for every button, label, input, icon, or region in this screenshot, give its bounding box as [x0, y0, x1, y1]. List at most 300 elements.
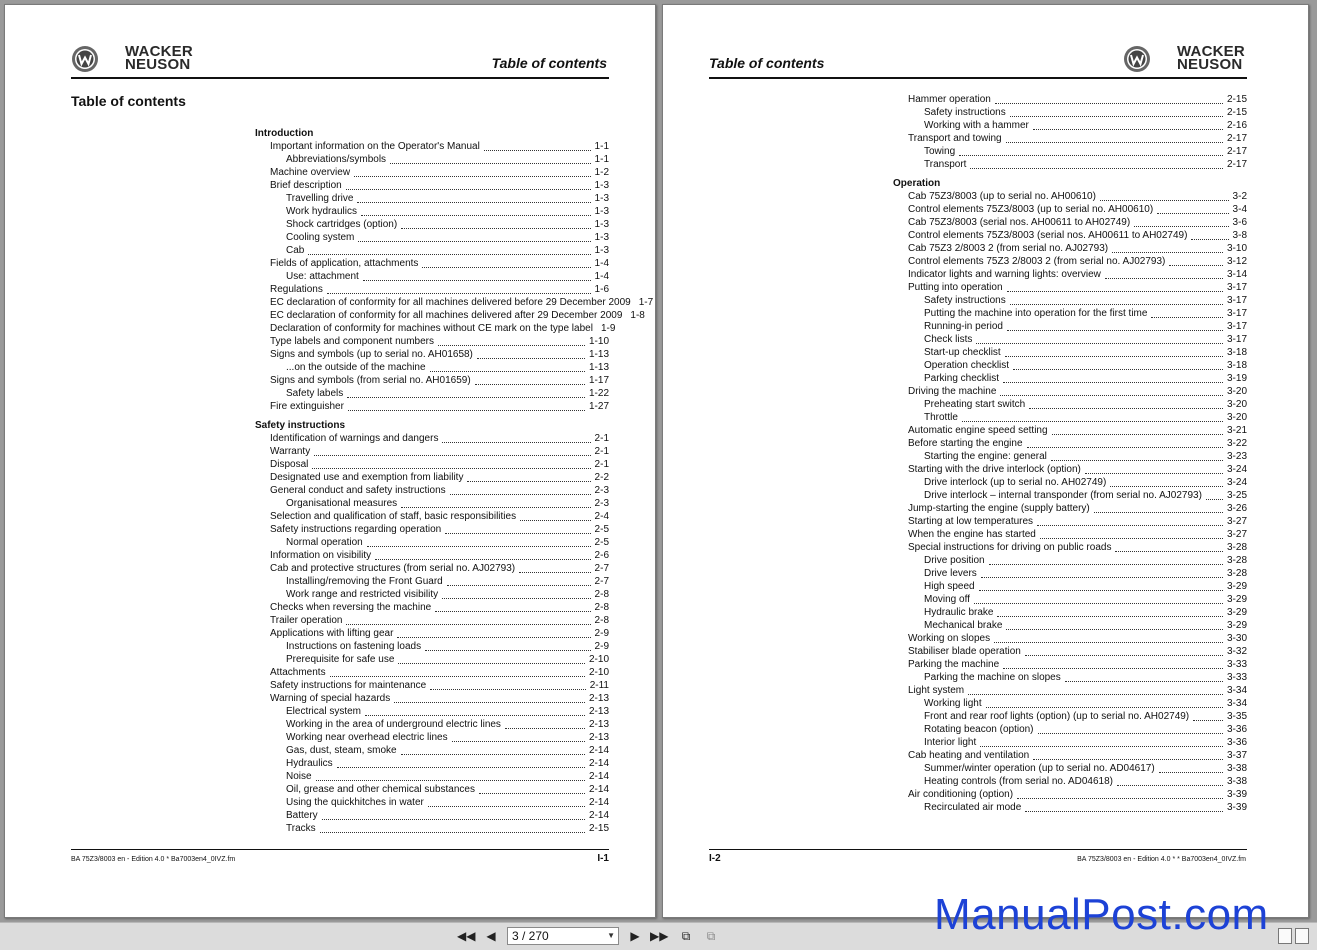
- toc-entry-page: 2-14: [588, 797, 609, 808]
- toc-leader-dots: [1051, 460, 1223, 461]
- watermark: ManualPost.com: [934, 890, 1269, 939]
- toc-entry[interactable]: [270, 433, 609, 445]
- toc-entry-title: Transport and towing: [908, 133, 1002, 144]
- toc-entry[interactable]: [270, 401, 609, 413]
- toc-entry-page: 3-39: [1226, 789, 1247, 800]
- toc-entry-page: 2-17: [1226, 159, 1247, 170]
- toc-entry[interactable]: [908, 191, 1247, 203]
- toc-entry-page: 1-7: [638, 297, 654, 308]
- toc-leader-dots: [1191, 239, 1228, 240]
- toc-entry-page: 3-29: [1226, 620, 1247, 631]
- toc-entry-page: 2-14: [588, 745, 609, 756]
- toc-entry[interactable]: [270, 550, 609, 562]
- toc-entry[interactable]: [924, 724, 1247, 736]
- toc-entry[interactable]: [924, 620, 1247, 632]
- toc-entry-page: 3-38: [1226, 763, 1247, 774]
- page-number-input[interactable]: 3 / 270 ▼: [507, 927, 619, 945]
- toc-entry[interactable]: [908, 789, 1247, 801]
- toc-entry[interactable]: [286, 654, 609, 666]
- fit-width-icon[interactable]: ⧉: [706, 929, 716, 943]
- toc-entry[interactable]: [908, 269, 1247, 281]
- toc-leader-dots: [346, 189, 591, 190]
- toc-entry[interactable]: [924, 698, 1247, 710]
- toc-entry[interactable]: [270, 323, 616, 335]
- toc-entry[interactable]: [908, 425, 1247, 437]
- toc-entry-title: EC declaration of conformity for all machines delivered before 29 December 2009: [270, 297, 631, 308]
- toc-entry[interactable]: [286, 797, 609, 809]
- toc-entry[interactable]: [924, 373, 1247, 385]
- toc-entry-page: 1-1: [594, 141, 609, 152]
- toc-leader-dots: [994, 642, 1223, 643]
- toc-leader-dots: [1025, 811, 1223, 812]
- toc-entry[interactable]: [924, 159, 1247, 171]
- toc-entry-title: Disposal: [270, 459, 309, 470]
- toc-entry-title: Oil, grease and other chemical substances: [286, 784, 475, 795]
- toc-entry[interactable]: [286, 589, 609, 601]
- toc-entry-page: 2-13: [588, 732, 609, 743]
- toc-entry-page: 3-21: [1226, 425, 1247, 436]
- toc-entry[interactable]: [908, 256, 1247, 268]
- toc-entry-page: 2-9: [594, 641, 609, 652]
- toc-leader-dots: [398, 663, 585, 664]
- toc-entry-title: Front and rear roof lights (option) (up to serial no. AH02749): [924, 711, 1190, 722]
- toc-entry[interactable]: [924, 607, 1247, 619]
- toc-entry[interactable]: [908, 633, 1247, 645]
- toc-entry-page: 3-18: [1226, 347, 1247, 358]
- toc-entry[interactable]: [270, 167, 609, 179]
- toc-entry-page: 3-17: [1226, 308, 1247, 319]
- toc-entry-page: 2-7: [594, 563, 609, 574]
- toc-entry-page: 2-1: [594, 446, 609, 457]
- toc-entry-title: Identification of warnings and dangers: [270, 433, 439, 444]
- toc-entry-page: 3-32: [1226, 646, 1247, 657]
- toc-entry[interactable]: [286, 154, 609, 166]
- toc-entry[interactable]: [270, 349, 609, 361]
- toc-entry-page: 2-8: [594, 615, 609, 626]
- toc-entry-title: Signs and symbols (from serial no. AH01659): [270, 375, 471, 386]
- toc-leader-dots: [438, 345, 585, 346]
- toc-entry-page: 3-6: [1232, 217, 1247, 228]
- toc-entry-title: Warranty: [270, 446, 311, 457]
- prev-page-icon[interactable]: ◀: [486, 929, 496, 943]
- toc-entry[interactable]: [270, 472, 609, 484]
- toc-entry[interactable]: [924, 120, 1247, 132]
- toc-entry-page: 3-34: [1226, 698, 1247, 709]
- toc-entry-page: 1-8: [630, 310, 645, 321]
- toc-leader-dots: [1006, 142, 1223, 143]
- toc-entry-page: 3-26: [1226, 503, 1247, 514]
- toc-leader-dots: [425, 650, 590, 651]
- toc-leader-dots: [365, 715, 585, 716]
- toc-entry-title: Hydraulics: [286, 758, 333, 769]
- toc-entry[interactable]: [286, 706, 609, 718]
- toc-section-heading[interactable]: Introduction: [255, 128, 314, 139]
- toc-entry-title: Working light: [924, 698, 982, 709]
- toc-leader-dots: [422, 267, 590, 268]
- toc-entry-page: 1-4: [594, 271, 609, 282]
- toc-entry[interactable]: [270, 336, 609, 348]
- toc-entry-title: Type labels and component numbers: [270, 336, 434, 347]
- toc-entry-title: Control elements 75Z3/8003 (up to serial no. AH00610): [908, 204, 1154, 215]
- toc-entry[interactable]: [908, 529, 1247, 541]
- toc-entry-title: Attachments: [270, 667, 326, 678]
- toc-leader-dots: [1094, 512, 1223, 513]
- footer-page-number: I-2: [709, 853, 721, 864]
- toc-entry-page: 2-4: [594, 511, 609, 522]
- toc-entry[interactable]: [908, 646, 1247, 658]
- toc-entry-title: Drive interlock – internal transponder (from serial no. AJ02793): [924, 490, 1202, 501]
- toc-entry[interactable]: [908, 750, 1247, 762]
- toc-entry[interactable]: [924, 347, 1247, 359]
- first-page-icon[interactable]: ◀◀: [457, 929, 476, 943]
- toc-entry-page: 3-19: [1226, 373, 1247, 384]
- toc-leader-dots: [1025, 655, 1223, 656]
- toc-entry[interactable]: [286, 732, 609, 744]
- toc-entry[interactable]: [270, 667, 609, 679]
- toc-entry[interactable]: [908, 243, 1247, 255]
- wacker-neuson-logo: [71, 43, 201, 77]
- toc-entry-page: 1-10: [588, 336, 609, 347]
- toc-entry-page: 1-13: [588, 349, 609, 360]
- toc-entry-title: Recirculated air mode: [924, 802, 1022, 813]
- footer-text: BA 75Z3/8003 en - Edition 4.0 * * Ba7003en4_0IVZ.fm: [1077, 856, 1246, 863]
- toc-leader-dots: [1105, 278, 1223, 279]
- toc-leader-dots: [435, 611, 590, 612]
- two-page-icon[interactable]: [1295, 928, 1309, 944]
- toc-entry[interactable]: [924, 737, 1247, 749]
- toc-entry-title: Mechanical brake: [924, 620, 1003, 631]
- document-page-left: [4, 4, 656, 918]
- toc-entry[interactable]: [924, 802, 1247, 814]
- toc-entry[interactable]: [270, 485, 609, 497]
- toc-entry[interactable]: [924, 399, 1247, 411]
- toc-leader-dots: [1040, 538, 1223, 539]
- toc-entry-page: 3-33: [1226, 659, 1247, 670]
- toc-leader-dots: [1000, 395, 1223, 396]
- toc-leader-dots: [442, 442, 590, 443]
- toc-entry-page: 1-13: [588, 362, 609, 373]
- toc-entry-title: Noise: [286, 771, 312, 782]
- toc-leader-dots: [428, 806, 585, 807]
- toc-leader-dots: [519, 572, 590, 573]
- toc-leader-dots: [980, 746, 1223, 747]
- toc-entry[interactable]: [908, 438, 1247, 450]
- toc-entry[interactable]: [270, 141, 609, 153]
- toc-entry[interactable]: [270, 446, 609, 458]
- toc-leader-dots: [986, 707, 1223, 708]
- toc-leader-dots: [367, 546, 591, 547]
- toc-entry-title: Working with a hammer: [924, 120, 1029, 131]
- toc-entry[interactable]: [270, 524, 609, 536]
- toc-entry[interactable]: [286, 745, 609, 757]
- toc-leader-dots: [442, 598, 590, 599]
- toc-entry-page: 3-25: [1226, 490, 1247, 501]
- toc-entry[interactable]: [270, 459, 609, 471]
- toc-entry[interactable]: [286, 537, 609, 549]
- toc-leader-dots: [447, 585, 591, 586]
- toc-entry-title: Working on slopes: [908, 633, 991, 644]
- toc-entry-page: 2-15: [588, 823, 609, 834]
- toc-entry[interactable]: [908, 204, 1247, 216]
- toc-leader-dots: [1029, 408, 1223, 409]
- toc-leader-dots: [1017, 798, 1223, 799]
- toc-entry-page: 3-14: [1226, 269, 1247, 280]
- toc-entry-title: Important information on the Operator's Manual: [270, 141, 480, 152]
- toc-entry-title: Rotating beacon (option): [924, 724, 1034, 735]
- single-page-icon[interactable]: [1278, 928, 1292, 944]
- toc-entry-title: Working near overhead electric lines: [286, 732, 448, 743]
- toc-entry-page: 2-3: [594, 485, 609, 496]
- toc-entry-page: 2-17: [1226, 146, 1247, 157]
- toc-entry-title: Warning of special hazards: [270, 693, 391, 704]
- toc-entry[interactable]: [270, 297, 654, 309]
- toc-entry[interactable]: [924, 412, 1247, 424]
- toc-entry-title: Starting at low temperatures: [908, 516, 1034, 527]
- toc-leader-dots: [1038, 733, 1223, 734]
- toc-entry-page: 1-3: [594, 193, 609, 204]
- toc-entry[interactable]: [924, 776, 1247, 788]
- last-page-icon[interactable]: ▶▶: [650, 929, 669, 943]
- chevron-down-icon[interactable]: ▼: [607, 931, 615, 940]
- toc-entry[interactable]: [286, 362, 609, 374]
- toc-entry-title: Trailer operation: [270, 615, 343, 626]
- toc-entry-page: 3-2: [1232, 191, 1247, 202]
- toc-leader-dots: [1151, 317, 1223, 318]
- toc-entry[interactable]: [908, 282, 1247, 294]
- toc-leader-dots: [970, 168, 1223, 169]
- toc-entry-title: Safety labels: [286, 388, 344, 399]
- toc-entry[interactable]: [270, 628, 609, 640]
- toc-entry[interactable]: [286, 784, 609, 796]
- toc-entry[interactable]: [286, 576, 609, 588]
- toc-leader-dots: [1003, 382, 1223, 383]
- toc-leader-dots: [1157, 213, 1228, 214]
- toc-entry-title: Throttle: [924, 412, 958, 423]
- toc-entry-title: Before starting the engine: [908, 438, 1023, 449]
- toc-entry-title: Instructions on fastening loads: [286, 641, 422, 652]
- toc-entry[interactable]: [286, 388, 609, 400]
- toc-leader-dots: [357, 202, 590, 203]
- toc-entry-title: Information on visibility: [270, 550, 372, 561]
- toc-entry-page: 2-1: [594, 459, 609, 470]
- toc-entry[interactable]: [270, 680, 609, 692]
- toc-entry[interactable]: [270, 284, 609, 296]
- toc-leader-dots: [375, 559, 590, 560]
- toc-entry[interactable]: [270, 180, 609, 192]
- toc-entry[interactable]: [286, 232, 609, 244]
- toc-entry-page: 1-3: [594, 232, 609, 243]
- toc-entry-title: Travelling drive: [286, 193, 354, 204]
- toc-leader-dots: [1169, 265, 1223, 266]
- toc-entry[interactable]: [908, 94, 1247, 106]
- toc-entry-title: Hammer operation: [908, 94, 991, 105]
- toc-entry-page: 2-17: [1226, 133, 1247, 144]
- toc-entry[interactable]: [286, 271, 609, 283]
- toc-leader-dots: [1003, 668, 1223, 669]
- page-title: Table of contents: [71, 93, 186, 109]
- brand-name: WACKER NEUSON: [125, 43, 193, 73]
- toc-entry-page: 3-33: [1226, 672, 1247, 683]
- toc-leader-dots: [1117, 785, 1223, 786]
- toc-section-heading[interactable]: Operation: [893, 178, 941, 189]
- toc-entry[interactable]: [924, 672, 1247, 684]
- toc-leader-dots: [346, 624, 590, 625]
- toc-entry-title: Abbreviations/symbols: [286, 154, 387, 165]
- toc-entry-title: Drive position: [924, 555, 985, 566]
- toc-entry-title: Safety instructions regarding operation: [270, 524, 442, 535]
- toc-leader-dots: [1052, 434, 1223, 435]
- footer-text: BA 75Z3/8003 en - Edition 4.0 * Ba7003en4_0IVZ.fm: [71, 856, 236, 863]
- toc-entry[interactable]: [908, 133, 1247, 145]
- toc-entry[interactable]: [924, 581, 1247, 593]
- toc-entry-page: 1-3: [594, 180, 609, 191]
- toc-entry[interactable]: [270, 602, 609, 614]
- toc-entry[interactable]: [270, 310, 645, 322]
- toc-entry-page: 2-13: [588, 693, 609, 704]
- toc-entry-title: High speed: [924, 581, 975, 592]
- toc-entry[interactable]: [908, 659, 1247, 671]
- fit-page-icon[interactable]: ⧉: [681, 929, 691, 943]
- toc-entry-page: 1-4: [594, 258, 609, 269]
- wacker-neuson-logo-icon: [1123, 45, 1151, 73]
- toc-entry-page: 1-27: [588, 401, 609, 412]
- toc-leader-dots: [452, 741, 585, 742]
- toc-entry[interactable]: [924, 360, 1247, 372]
- toc-entry-page: 2-7: [594, 576, 609, 587]
- toc-entry-title: Using the quickhitches in water: [286, 797, 424, 808]
- toc-entry[interactable]: [924, 334, 1247, 346]
- next-page-icon[interactable]: ▶: [630, 929, 640, 943]
- toc-entry-title: Fire extinguisher: [270, 401, 344, 412]
- header-rule: [709, 77, 1247, 79]
- toc-entry-title: Signs and symbols (up to serial no. AH01658): [270, 349, 473, 360]
- toc-leader-dots: [401, 228, 590, 229]
- toc-section-heading[interactable]: Safety instructions: [255, 420, 346, 431]
- toc-entry-page: 2-14: [588, 784, 609, 795]
- toc-leader-dots: [1005, 356, 1223, 357]
- toc-entry[interactable]: [924, 568, 1247, 580]
- toc-entry-title: Cab and protective structures (from serial no. AJ02793): [270, 563, 516, 574]
- toc-entry[interactable]: [924, 308, 1247, 320]
- toc-entry-page: 1-1: [594, 154, 609, 165]
- toc-entry[interactable]: [270, 258, 609, 270]
- toc-entry-page: 3-35: [1226, 711, 1247, 722]
- toc-entry[interactable]: [908, 685, 1247, 697]
- toc-entry[interactable]: [286, 193, 609, 205]
- toc-entry[interactable]: [908, 516, 1247, 528]
- toc-entry-page: 3-36: [1226, 724, 1247, 735]
- toc-entry-title: When the engine has started: [908, 529, 1036, 540]
- toc-entry[interactable]: [908, 542, 1247, 554]
- toc-entry[interactable]: [286, 758, 609, 770]
- toc-entry[interactable]: [924, 490, 1247, 502]
- toc-entry-page: 3-17: [1226, 321, 1247, 332]
- toc-entry-title: Safety instructions: [924, 107, 1006, 118]
- toc-entry-title: Hydraulic brake: [924, 607, 994, 618]
- toc-leader-dots: [959, 155, 1223, 156]
- toc-entry[interactable]: [270, 615, 609, 627]
- toc-entry-page: 3-23: [1226, 451, 1247, 462]
- toc-entry[interactable]: [270, 511, 609, 523]
- toc-entry[interactable]: [908, 503, 1247, 515]
- toc-leader-dots: [1013, 369, 1223, 370]
- toc-entry[interactable]: [924, 295, 1247, 307]
- toc-entry-page: 2-8: [594, 602, 609, 613]
- toc-leader-dots: [361, 215, 591, 216]
- toc-entry-title: Electrical system: [286, 706, 362, 717]
- toc-entry[interactable]: [286, 245, 609, 257]
- toc-entry-page: 2-2: [594, 472, 609, 483]
- toc-entry[interactable]: [286, 498, 609, 510]
- toc-leader-dots: [1033, 759, 1223, 760]
- toc-entry[interactable]: [924, 594, 1247, 606]
- toc-entry-title: Applications with lifting gear: [270, 628, 394, 639]
- toc-entry[interactable]: [924, 711, 1247, 723]
- toc-entry[interactable]: [270, 563, 609, 575]
- toc-entry-title: Special instructions for driving on public roads: [908, 542, 1112, 553]
- toc-entry[interactable]: [286, 219, 609, 231]
- toc-entry[interactable]: [286, 823, 609, 835]
- toc-leader-dots: [520, 520, 590, 521]
- toc-leader-dots: [974, 603, 1223, 604]
- footer-page-number: I-1: [597, 853, 609, 864]
- toc-entry[interactable]: [286, 719, 609, 731]
- toc-entry-title: Automatic engine speed setting: [908, 425, 1048, 436]
- toc-leader-dots: [347, 397, 585, 398]
- toc-leader-dots: [1100, 200, 1229, 201]
- toc-entry[interactable]: [924, 477, 1247, 489]
- toc-entry[interactable]: [924, 763, 1247, 775]
- toc-entry-title: Indicator lights and warning lights: overview: [908, 269, 1101, 280]
- toc-entry[interactable]: [908, 464, 1247, 476]
- toc-entry[interactable]: [270, 693, 609, 705]
- toc-entry[interactable]: [286, 810, 609, 822]
- toc-leader-dots: [1010, 116, 1223, 117]
- toc-entry-title: Transport: [924, 159, 967, 170]
- toc-leader-dots: [430, 689, 586, 690]
- toc-leader-dots: [1007, 291, 1223, 292]
- toc-entry[interactable]: [908, 386, 1247, 398]
- toc-leader-dots: [1206, 499, 1223, 500]
- toc-entry[interactable]: [270, 375, 609, 387]
- toc-leader-dots: [475, 384, 585, 385]
- toc-entry-page: 2-13: [588, 719, 609, 730]
- toc-entry[interactable]: [908, 230, 1247, 242]
- toc-entry[interactable]: [924, 146, 1247, 158]
- toc-entry-title: Light system: [908, 685, 965, 696]
- toc-entry-title: Driving the machine: [908, 386, 997, 397]
- toc-entry[interactable]: [286, 206, 609, 218]
- toc-leader-dots: [1065, 681, 1223, 682]
- toc-entry[interactable]: [286, 771, 609, 783]
- toc-entry-title: Gas, dust, steam, smoke: [286, 745, 397, 756]
- toc-entry[interactable]: [286, 641, 609, 653]
- toc-entry[interactable]: [924, 555, 1247, 567]
- toc-entry[interactable]: [924, 451, 1247, 463]
- toc-leader-dots: [322, 819, 585, 820]
- toc-leader-dots: [976, 343, 1223, 344]
- toc-entry[interactable]: [908, 217, 1247, 229]
- toc-entry[interactable]: [924, 321, 1247, 333]
- toc-entry-page: 2-16: [1226, 120, 1247, 131]
- header-title: Table of contents: [709, 55, 825, 71]
- toc-entry-page: 3-37: [1226, 750, 1247, 761]
- toc-entry[interactable]: [924, 107, 1247, 119]
- toc-entry-title: Machine overview: [270, 167, 351, 178]
- toc-entry-page: 3-27: [1226, 516, 1247, 527]
- footer-rule: [71, 849, 609, 850]
- wacker-neuson-logo-icon: [71, 45, 99, 73]
